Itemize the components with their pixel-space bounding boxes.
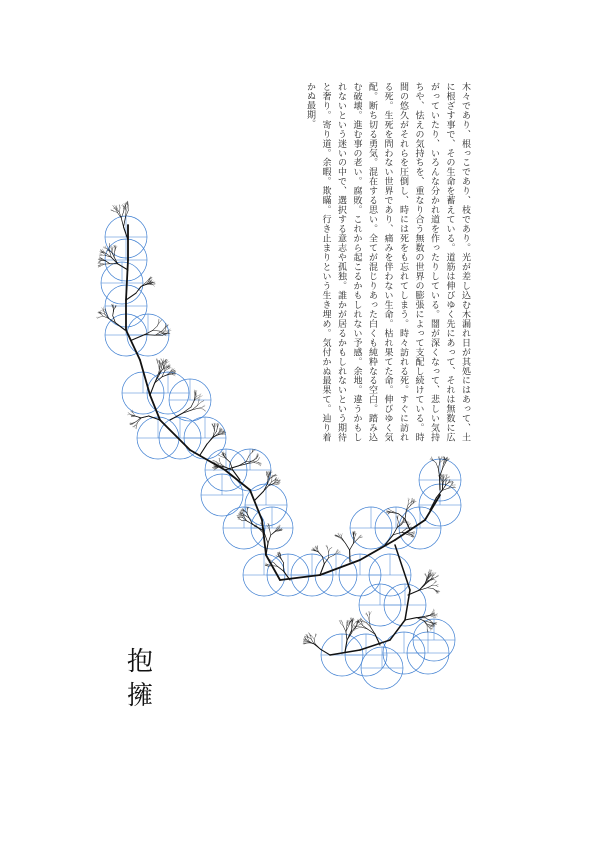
tree-branch (151, 280, 152, 282)
tree-branch (369, 611, 370, 615)
tree-branch (435, 576, 438, 578)
tree-branch (198, 407, 202, 408)
tree-branch (97, 317, 99, 319)
circle-node (361, 647, 403, 689)
circle-node (105, 239, 147, 281)
tree-branch (370, 612, 372, 615)
tree-branch (194, 390, 195, 394)
tree-trunk (390, 620, 405, 640)
tree-branch (342, 538, 345, 543)
tree-branch (128, 413, 131, 415)
tree-branch (160, 320, 162, 322)
tree-branch (171, 369, 174, 371)
tree-branch (328, 548, 329, 552)
tree-branch (312, 636, 314, 639)
tree-branch (153, 326, 158, 330)
tree-branch (329, 555, 334, 558)
tree-branch (330, 548, 332, 549)
tree-branch (411, 501, 414, 502)
tree-branch (136, 426, 137, 429)
tree-branch (98, 259, 101, 260)
tree-branch (200, 444, 207, 455)
tree-branch (155, 374, 160, 383)
tree-branch (361, 627, 367, 629)
tree-branch (435, 614, 437, 616)
title-kanji (127, 645, 153, 713)
tree-branch (432, 583, 435, 586)
tree-branch (357, 626, 362, 627)
tree-branch (258, 457, 260, 460)
tree-branch (309, 633, 311, 635)
tree-branch (161, 363, 163, 368)
tree-branch (436, 585, 438, 587)
tree-branch (338, 551, 341, 553)
tree-branch (163, 362, 164, 368)
tree-trunk (280, 575, 320, 580)
tree-branch (182, 410, 192, 413)
tree-branch (124, 217, 126, 227)
tree-branch (249, 452, 252, 456)
tree-branch (135, 422, 137, 425)
tree-branch (405, 510, 406, 519)
circle-node (169, 379, 211, 421)
tree-branch (119, 208, 120, 212)
tree-branch (132, 335, 145, 341)
tree-branch (101, 263, 105, 264)
tree-branch (207, 437, 213, 445)
tree-branch (412, 531, 415, 532)
title-char-1: 抱 (127, 647, 154, 677)
tree-branch (197, 395, 200, 397)
tree-branch (272, 480, 275, 482)
tree-branch (431, 572, 433, 575)
tree-branch (321, 649, 330, 655)
tree-branch (338, 533, 339, 536)
tree-branch (226, 459, 230, 463)
tree-branch (277, 566, 283, 571)
circle-node (147, 372, 189, 414)
tree-branch (157, 362, 159, 367)
tree-branch (218, 455, 221, 457)
tree-branch (268, 535, 271, 543)
tree-branch (246, 455, 249, 461)
tree-branch (137, 422, 138, 426)
tree-branch (153, 330, 160, 331)
tree-branch (165, 369, 169, 371)
tree-branch (121, 218, 123, 227)
tree-branch (338, 534, 340, 536)
tree-branch (224, 453, 226, 455)
tree-branch (105, 261, 110, 264)
circle-node (251, 507, 293, 549)
tree-branch (115, 205, 117, 208)
tree-branch (314, 644, 320, 649)
tree-branch (438, 463, 439, 469)
tree-branch (433, 460, 436, 463)
tree-branch (427, 588, 433, 589)
tree-branch (430, 615, 434, 617)
tree-branch (238, 517, 240, 519)
tree-branch (433, 589, 437, 592)
tree-branch (199, 398, 200, 401)
tree-branch (436, 585, 438, 586)
tree-branch (254, 463, 258, 464)
tree-branch (367, 629, 375, 634)
tree-branch (329, 549, 331, 552)
tree-branch (405, 618, 417, 620)
tree-trunk (160, 420, 190, 450)
tree-branch (145, 330, 153, 334)
tree-branch (127, 414, 130, 415)
tree-branch (314, 636, 316, 639)
circle-node (245, 484, 287, 526)
tree-branch (152, 285, 154, 287)
tree-branch (100, 254, 102, 255)
tree-branch (203, 409, 206, 411)
tree-trunk (126, 260, 128, 300)
tree-branch (101, 313, 103, 316)
circle-node (399, 507, 441, 549)
tree-branch (350, 543, 354, 550)
tree-branch (115, 323, 125, 330)
circle-node (101, 262, 143, 304)
tree-branch (430, 460, 433, 461)
tree-branch (99, 316, 103, 317)
tree-branch (113, 205, 115, 208)
tree-branch (135, 416, 141, 418)
tree-branch (103, 249, 104, 251)
tree-branch (266, 543, 268, 555)
tree-branch (340, 534, 341, 536)
tree-branch (271, 532, 275, 535)
tree-branch (353, 622, 356, 626)
tree-branch (195, 390, 197, 394)
tree-branch (277, 478, 278, 481)
tree-branch (191, 400, 195, 407)
circle-node (345, 634, 387, 676)
tree-branch (266, 566, 268, 567)
tree-branch (417, 618, 424, 621)
tree-branch (114, 252, 115, 257)
vertical-poem-text: 木々であり、根っこであり、枝であり。光が差し込む木漏れ日が其処にはあって、土に根ざす事で、その生命を蓄えている。道筋は伸びゆく先にあって、それは無数に広がっていたり、いろんな分かれ道を作ったりしている。闇が深くなって、悲しい気持ちや、怯えの気持ちを、重なり合う無数の世界の膨張によって支配し続けている。時間の悠久がそれらを圧倒し、時には死をも忘れてしまう。時々訪れる死。すぐに訪れる死。生死を問わない世界であり、痛みを伴わない生命。枯れ果てた命。伸びゆく気配。断ち切る勇気。混在する思い。全てが混じりあった白くも純粋なる空白。踏み込む破壊。進む事の老い。腐敗。これから起こるかもしれない予感。余地。違うかもしれないという迷いの中で、選択する意志や孤独。誰かが居るかもしれないという期待と奢り。寄り道。余暇。欺瞞。行き止まりという生き埋め。気付かぬ最果て。辿り着かぬ最期。 (305, 82, 470, 442)
tree-branch (408, 499, 409, 501)
tree-trunk (126, 330, 140, 360)
tree-branch (182, 407, 191, 413)
tree-branch (198, 398, 199, 401)
tree-branch (240, 519, 242, 521)
tree-branch (303, 642, 305, 643)
tree-branch (101, 313, 104, 314)
tree-branch (118, 264, 128, 270)
tree-branch (355, 533, 356, 535)
circle-node (184, 417, 226, 459)
tree-branch (198, 408, 203, 409)
tree-branch (443, 474, 444, 477)
tree-branch (306, 635, 308, 637)
tree-branch (341, 620, 343, 623)
tree-branch (388, 509, 390, 510)
tree-branch (111, 246, 112, 248)
tree-branch (171, 368, 172, 371)
tree-branch (363, 626, 368, 630)
tree-branch (402, 529, 406, 533)
tree-branch (140, 416, 148, 418)
tree-branch (370, 627, 375, 634)
tree-branch (216, 424, 217, 427)
tree-branch (354, 535, 355, 538)
tree-branch (102, 308, 104, 310)
tree-branch (357, 627, 362, 628)
tree-branch (172, 374, 175, 376)
tree-branch (213, 461, 216, 462)
tree-branch (427, 585, 432, 587)
tree-branch (201, 401, 204, 403)
tree-branch (431, 573, 434, 575)
tree-trunk (320, 560, 360, 575)
tree-branch (277, 483, 279, 484)
tree-branch (390, 510, 394, 512)
tree-branch (341, 534, 342, 536)
tree-branch (202, 405, 204, 407)
tree-branch (408, 502, 411, 505)
circle-node (229, 449, 271, 491)
tree-trunk (140, 360, 150, 395)
tree-branch (255, 491, 263, 500)
tree-branch (346, 632, 347, 641)
title-char-2: 擁 (127, 681, 154, 711)
tree-branch (126, 293, 136, 300)
tree-branch (368, 616, 369, 621)
tree-branch (375, 634, 380, 645)
tree-trunk (395, 545, 410, 590)
tree-branch (436, 463, 438, 469)
tree-branch (243, 511, 244, 513)
tree-branch (345, 543, 349, 550)
tree-branch (446, 482, 449, 485)
tree-branch (267, 472, 268, 475)
tree-branch (270, 530, 271, 535)
tree-branch (304, 640, 306, 641)
tree-branch (430, 628, 433, 629)
tree-branch (121, 213, 123, 219)
tree-branch (314, 639, 315, 644)
tree-branch (452, 485, 455, 486)
tree-branch (100, 255, 102, 256)
tree-branch (435, 615, 438, 616)
tree-branch (343, 626, 346, 631)
